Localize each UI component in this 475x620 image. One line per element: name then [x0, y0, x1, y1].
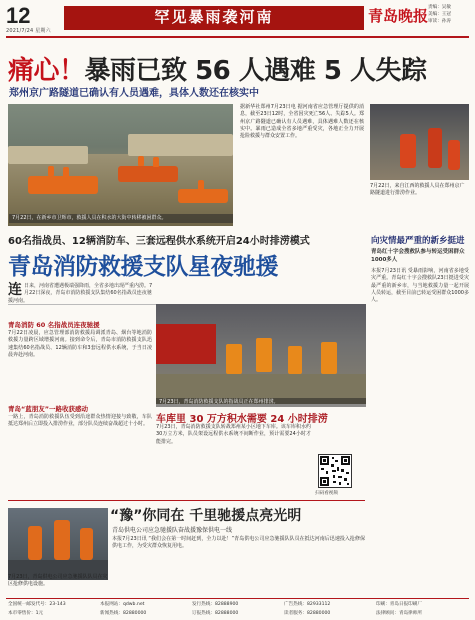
- footer-item: 本报网站：qdwb.net: [100, 602, 145, 607]
- editor-credit: 审读：孙涛: [428, 19, 451, 24]
- footer-item: 法律顾问：青岛律师所: [376, 611, 422, 616]
- section2-label-1: 青岛消防 60 名指战员连夜驰援: [8, 321, 100, 329]
- section2-body-2: 一路上，青岛消防救援队伍受到沿途群众热情迎接与致敬，车队抵达郑州后立即投入排涝作业，部分队员连续奋战超过十小时。: [8, 414, 152, 428]
- right-section-headline: 向灾情最严重的新乡挺进: [371, 236, 465, 246]
- masthead-divider: [6, 36, 469, 38]
- right-photo-caption: 7月22日，来自江西的救援人员在郑州京广路隧道进行排涝作业。: [370, 183, 465, 196]
- editor-credit: 美编：王冠: [428, 12, 451, 17]
- page-number: 12: [6, 3, 31, 28]
- footer: [8, 601, 468, 617]
- footer-divider: [6, 598, 469, 599]
- right-section-text: 本报7月23日讯 受暴雨影响，河南省多地受灾严重。青岛红十字会搜救队23日挺进受灾最严重的新乡市，与当地救援力量一起开展人员转运，截至目前已转运受困群众1000多人。: [371, 268, 469, 304]
- lead-headline-prefix: 痛心！: [8, 56, 85, 86]
- section3-photo: [8, 508, 108, 580]
- lead-headline: [8, 50, 427, 87]
- footer-item: 读者服务：82880000: [284, 611, 331, 616]
- drop-cap: 连: [8, 282, 22, 298]
- section2-photo: [156, 304, 366, 404]
- newspaper-logo: 青岛晚报: [368, 7, 429, 25]
- footer-item: 全国统一邮发代号：23-143: [8, 602, 66, 607]
- section2-body-1: 7月22日凌晨，应急管理部消防救援局调派青岛、烟台等地消防救援力量跨区域增援河南。接到命令后，青岛市消防救援支队迅速集结60名指战员、12辆消防车和3套远程供水系统，于当日凌晨奔赴河南。: [8, 330, 152, 358]
- qr-code-icon: [319, 455, 351, 487]
- section3-text: 本报7月23日讯 “我们会在第一时间赶到，全力以赴！”青岛供电公司应急驰援队队员在抵达河南后迅速投入抢修保供电工作，为受灾群众恢复用电。: [112, 536, 365, 550]
- lead-headline-main: 暴雨已致 56 人遇难 5 人失踪: [84, 56, 427, 86]
- section2-lede: [8, 283, 153, 305]
- footer-item: 印刷：青岛日报印刷厂: [376, 602, 422, 607]
- section2-body-3: 7月23日，青岛消防救援支队转战郑州某小区地下车库。该车库积水约30万立方米，队员架设远程供水系统不间断作业，预计需要24小时才能排完。: [156, 424, 311, 445]
- section2-label-2: 青岛“蓝朋友”一路收获感动: [8, 405, 89, 413]
- lead-photo-caption: 7月22日，在新乡市卫辉市，救援人员在积水的大街中转移被困群众。: [9, 214, 233, 223]
- right-photo: [370, 104, 469, 180]
- qr-code-caption: 扫码看视频: [315, 491, 338, 496]
- section2-small-headline: 车库里 30 万方积水需要 24 小时排涝: [156, 414, 328, 425]
- footer-item: 新闻热线：82880000: [100, 611, 147, 616]
- editor-credit: 责编：吴敏: [428, 5, 451, 10]
- editor-credits: [428, 4, 468, 25]
- lead-subheadline: 郑州京广路隧道已确认有人员遇难，具体人数还在核实中: [9, 88, 259, 99]
- section3-divider: [8, 500, 365, 501]
- section3-photo-caption: 7月23日，青岛供电公司应急驰援队队员在灾区抢修供电设施。: [8, 574, 108, 587]
- page-date: 2021/7/24 星期六: [6, 28, 51, 34]
- section2-photo-caption: 7月23日，青岛消防救援支队的指战员正在郑州排涝。: [156, 398, 366, 407]
- lead-photo: [8, 104, 233, 226]
- lead-article-text: 据新华社郑州7月23日电 据河南省应急管理厅提供的消息，截至23日12时，全省因灾死亡56人、失踪5人。郑州京广路隧道已确认有人员遇难，具体遇难人数还在核实中。暴雨已造成全省多地严重受灾，各地正全力开展抢险救援与群众安置工作。: [240, 104, 364, 140]
- section3-headline: “豫”你同在 千里驰援点亮光明: [110, 508, 302, 524]
- footer-item: 广告热线：82933112: [284, 602, 331, 607]
- section3-subheadline: 青岛供电公司应急驰援队奋战援豫保供电一线: [112, 527, 233, 534]
- footer-item: 订报热线：82888000: [192, 611, 239, 616]
- footer-item: 本市零售价：1元: [8, 611, 44, 616]
- section2-kicker: 60名指战员、12辆消防车、三套远程供水系统开启24小时排涝模式: [8, 236, 310, 247]
- qr-code[interactable]: [318, 454, 352, 488]
- right-section-subheadline: 青岛红十字会搜救队参与转运受困群众1000多人: [371, 249, 465, 263]
- footer-item: 发行热线：82888900: [192, 602, 239, 607]
- section-banner-text: 罕见暴雨袭河南: [154, 8, 274, 26]
- section2-lede-text: 日来，河南省遭遇极端强降雨，全省多地出现严重内涝。7月22日深夜，青岛市消防救援支队集结60名指战员连夜驰援河南。: [8, 283, 153, 304]
- section2-headline: 青岛消防救援支队星夜驰援: [8, 254, 278, 280]
